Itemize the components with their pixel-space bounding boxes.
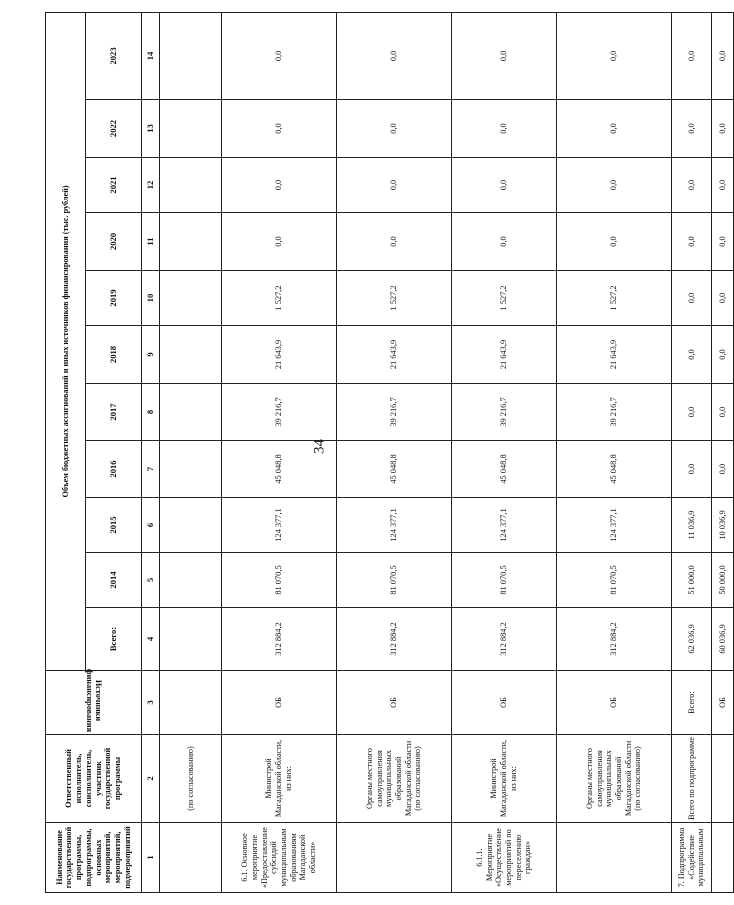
header-index-12: 12 <box>142 158 160 213</box>
row-value-cell: 0,0 <box>712 213 734 271</box>
header-index-8: 8 <box>142 384 160 441</box>
header-source-col <box>46 668 142 735</box>
budget-table <box>45 12 734 893</box>
row-value-cell: 0,0 <box>557 158 672 213</box>
header-index-row <box>142 12 160 892</box>
header-source-label: Источники финансирования <box>84 668 103 733</box>
row-name-cell: 7. Подпрограмма «Содействие муниципальным <box>672 823 712 893</box>
table-row <box>557 12 672 892</box>
row-value-cell: 0,0 <box>222 213 337 271</box>
row-value-cell: 81 070,5 <box>452 553 557 608</box>
row-value-cell: 81 070,5 <box>557 553 672 608</box>
row-value-cell: 45 048,8 <box>452 441 557 498</box>
row-value-cell: 124 377,1 <box>337 498 452 553</box>
row-value-cell: 0,0 <box>557 213 672 271</box>
row-source-cell: Всего: <box>672 671 712 735</box>
row-value-cell: 0,0 <box>672 384 712 441</box>
header-year-2018: 2018 <box>86 326 142 384</box>
row-name-cell <box>712 823 734 893</box>
header-index-6: 6 <box>142 498 160 553</box>
row-value-cell: 51 000,0 <box>672 553 712 608</box>
row-value-cell: 39 216,7 <box>222 384 337 441</box>
row-value-cell: 39 216,7 <box>452 384 557 441</box>
row-name-cell: 6.1. Основное мероприятие «Предоставление субсидий муниципальным образованиям Магаданской области» <box>222 823 337 893</box>
row-value-cell: 0,0 <box>712 100 734 158</box>
row-value-cell <box>160 213 222 271</box>
page-number: 34 <box>311 439 328 454</box>
row-value-cell <box>160 12 222 99</box>
row-value-cell: 21 643,9 <box>222 326 337 384</box>
row-value-cell <box>160 608 222 671</box>
row-name-cell <box>557 823 672 893</box>
header-index-5: 5 <box>142 553 160 608</box>
row-value-cell: 0,0 <box>557 12 672 99</box>
row-value-cell: 0,0 <box>337 158 452 213</box>
row-source-cell: ОБ <box>452 671 557 735</box>
row-value-cell: 0,0 <box>672 158 712 213</box>
header-year-2020: 2020 <box>86 213 142 271</box>
row-value-cell: 312 884,2 <box>337 608 452 671</box>
row-value-cell: 0,0 <box>672 326 712 384</box>
row-value-cell <box>160 553 222 608</box>
row-value-cell: 0,0 <box>712 384 734 441</box>
row-value-cell: 0,0 <box>672 12 712 99</box>
header-index-11: 11 <box>142 213 160 271</box>
row-value-cell <box>160 326 222 384</box>
row-value-cell: 60 036,9 <box>712 608 734 671</box>
row-value-cell: 0,0 <box>337 12 452 99</box>
row-value-cell: 0,0 <box>222 12 337 99</box>
row-responsible-cell: Министрой Магаданской области, из них: <box>452 735 557 823</box>
row-name-cell: 6.1.1. Мероприятие «Осуществление мероприятий по переселению граждан» <box>452 823 557 893</box>
row-value-cell <box>160 271 222 326</box>
row-value-cell: 1 527,2 <box>452 271 557 326</box>
header-year-2014: 2014 <box>86 553 142 608</box>
header-index-7: 7 <box>142 441 160 498</box>
row-value-cell: 0,0 <box>557 100 672 158</box>
table-row <box>712 12 734 892</box>
header-index-3: 3 <box>142 671 160 735</box>
row-value-cell: 312 884,2 <box>222 608 337 671</box>
header-year-2022: 2022 <box>86 100 142 158</box>
row-source-cell: ОБ <box>712 671 734 735</box>
table-body <box>160 12 734 892</box>
header-index-2: 2 <box>142 735 160 823</box>
table-row <box>160 12 222 892</box>
table-row <box>672 12 712 892</box>
header-responsible-col: Ответственный исполнитель, соисполнитель, участник государственной программы <box>46 735 142 823</box>
row-value-cell: 39 216,7 <box>557 384 672 441</box>
table-row <box>452 12 557 892</box>
row-responsible-cell: Органы местного самоуправления муниципальных образований Магаданской области (по согласованию) <box>557 735 672 823</box>
row-value-cell: 0,0 <box>672 100 712 158</box>
header-index-10: 10 <box>142 271 160 326</box>
row-value-cell: 0,0 <box>712 12 734 99</box>
row-value-cell: 62 036,9 <box>672 608 712 671</box>
row-value-cell: 0,0 <box>712 158 734 213</box>
row-value-cell <box>160 384 222 441</box>
row-value-cell: 1 527,2 <box>337 271 452 326</box>
row-value-cell: 81 070,5 <box>337 553 452 608</box>
row-value-cell: 0,0 <box>452 100 557 158</box>
row-value-cell: 10 036,9 <box>712 498 734 553</box>
header-year-2016: 2016 <box>86 441 142 498</box>
row-value-cell: 21 643,9 <box>337 326 452 384</box>
row-value-cell: 124 377,1 <box>557 498 672 553</box>
row-source-cell: ОБ <box>337 671 452 735</box>
rotated-table-wrapper <box>45 13 727 893</box>
row-value-cell: 50 000,0 <box>712 553 734 608</box>
header-year-2015: 2015 <box>86 498 142 553</box>
row-responsible-cell: (по согласованию) <box>160 735 222 823</box>
row-value-cell: 1 527,2 <box>557 271 672 326</box>
row-responsible-cell: Органы местного самоуправления муниципальных образований Магаданской области (по согласованию) <box>337 735 452 823</box>
row-value-cell: 0,0 <box>452 158 557 213</box>
row-value-cell: 124 377,1 <box>452 498 557 553</box>
row-value-cell <box>160 498 222 553</box>
row-source-cell <box>160 671 222 735</box>
header-year-2023: 2023 <box>86 12 142 99</box>
row-value-cell <box>160 158 222 213</box>
header-index-4: 4 <box>142 608 160 671</box>
table-row <box>337 12 452 892</box>
row-value-cell: 21 643,9 <box>452 326 557 384</box>
row-name-cell <box>160 823 222 893</box>
row-value-cell: 0,0 <box>712 441 734 498</box>
row-source-cell: ОБ <box>222 671 337 735</box>
row-name-cell <box>337 823 452 893</box>
header-year-2021: 2021 <box>86 158 142 213</box>
row-value-cell: 0,0 <box>222 100 337 158</box>
header-index-9: 9 <box>142 326 160 384</box>
row-value-cell: 312 884,2 <box>557 608 672 671</box>
header-name-col: Наименование государственной программы, подпрограммы, основных мероприятий, мероприятий, подмероприятий <box>46 823 142 893</box>
header-index-1: 1 <box>142 823 160 893</box>
row-value-cell: 0,0 <box>452 213 557 271</box>
row-value-cell: 0,0 <box>712 326 734 384</box>
row-value-cell: 45 048,8 <box>557 441 672 498</box>
row-value-cell: 39 216,7 <box>337 384 452 441</box>
row-responsible-cell: Всего по подпрограмме <box>672 735 712 823</box>
header-funding-group: Объем бюджетных ассигнований и иных источников финансирования (тыс. рублей) <box>46 12 86 670</box>
header-index-13: 13 <box>142 100 160 158</box>
row-value-cell: 11 036,9 <box>672 498 712 553</box>
row-value-cell: 0,0 <box>337 213 452 271</box>
row-value-cell: 0,0 <box>222 158 337 213</box>
row-value-cell: 0,0 <box>672 271 712 326</box>
table-header <box>46 12 160 892</box>
row-value-cell: 1 527,2 <box>222 271 337 326</box>
header-total: Всего: <box>86 608 142 671</box>
row-value-cell <box>160 100 222 158</box>
header-year-2019: 2019 <box>86 271 142 326</box>
header-index-14: 14 <box>142 12 160 99</box>
row-value-cell: 45 048,8 <box>222 441 337 498</box>
row-value-cell: 0,0 <box>672 213 712 271</box>
table-row <box>222 12 337 892</box>
row-value-cell: 0,0 <box>337 100 452 158</box>
row-value-cell: 81 070,5 <box>222 553 337 608</box>
row-value-cell: 21 643,9 <box>557 326 672 384</box>
row-value-cell: 312 884,2 <box>452 608 557 671</box>
row-source-cell: ОБ <box>557 671 672 735</box>
row-value-cell: 45 048,8 <box>337 441 452 498</box>
row-responsible-cell: Министрой Магаданской области, из них: <box>222 735 337 823</box>
row-value-cell: 0,0 <box>452 12 557 99</box>
header-year-2017: 2017 <box>86 384 142 441</box>
row-value-cell <box>160 441 222 498</box>
row-responsible-cell <box>712 735 734 823</box>
row-value-cell: 0,0 <box>672 441 712 498</box>
row-value-cell: 0,0 <box>712 271 734 326</box>
row-value-cell: 124 377,1 <box>222 498 337 553</box>
